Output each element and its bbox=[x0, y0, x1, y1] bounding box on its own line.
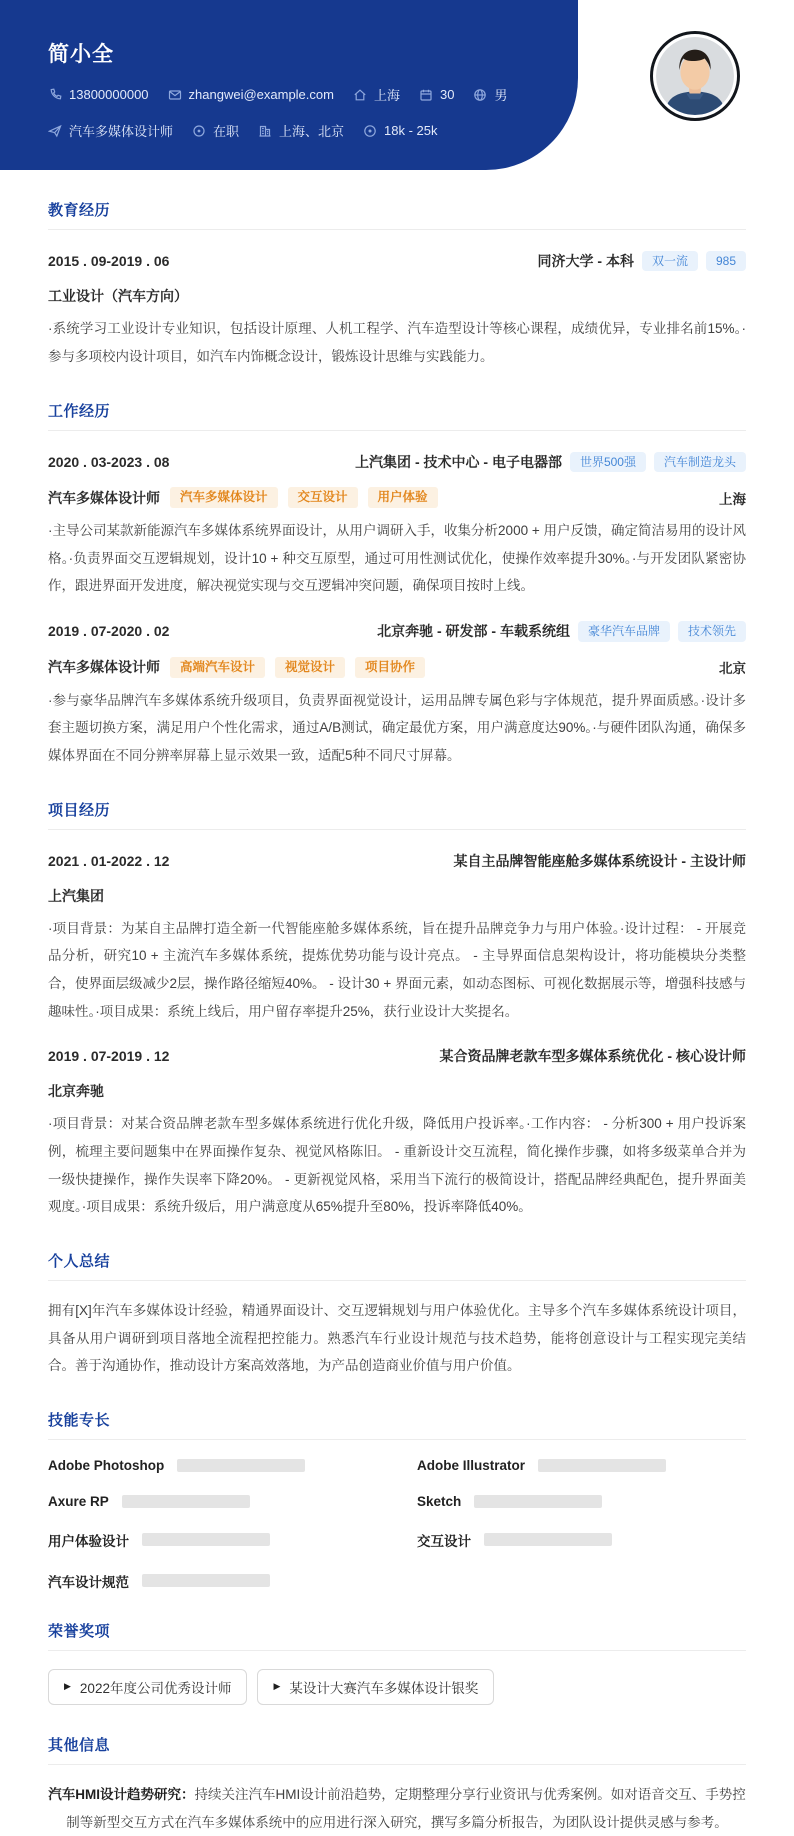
summary-text: 拥有[X]年汽车多媒体设计经验，精通界面设计、交互逻辑规划与用户体验优化。主导多个汽车多媒体系统设计项目，具备从用户调研到项目落地全流程把控能力。熟悉汽车行业设计规范与技术趋势，能将创意设计与工程实现完美结合。善于沟通协作，推动设计方案高效落地，为产品创造商业价值与用户价值。 bbox=[48, 1302, 746, 1374]
skill-bar bbox=[177, 1459, 305, 1472]
salary-item bbox=[363, 123, 437, 138]
age-item bbox=[419, 87, 454, 102]
avatar bbox=[650, 31, 740, 121]
work-company: 北京奔驰 - 研发部 - 车载系统组 bbox=[377, 623, 570, 640]
play-triangle-icon: ▶ bbox=[64, 1681, 71, 1692]
salary-value: 18k - 25k bbox=[384, 123, 438, 138]
other-info-text bbox=[48, 1781, 746, 1836]
email-value: zhangwei@example.com bbox=[188, 87, 334, 102]
education-entry-head bbox=[48, 251, 746, 271]
work-city: 北京 bbox=[719, 661, 746, 677]
section-title-honors: 荣誉奖项 bbox=[48, 1620, 746, 1651]
skill-label: Sketch bbox=[417, 1493, 462, 1509]
work-company-group bbox=[377, 621, 746, 641]
skill-bar bbox=[142, 1574, 270, 1587]
skill-item bbox=[417, 1530, 746, 1550]
project-date: 2021 . 01-2022 . 12 bbox=[48, 852, 170, 869]
work-entry-head bbox=[48, 452, 746, 472]
honor-button[interactable] bbox=[257, 1669, 494, 1705]
section-title-work: 工作经历 bbox=[48, 400, 746, 431]
project-date: 2019 . 07-2019 . 12 bbox=[48, 1048, 170, 1065]
project-description: ·项目背景：对某合资品牌老款车型多媒体系统进行优化升级，降低用户投诉率。·工作内容： - 分析300 + 用户投诉案例，梳理主要问题集中在界面操作复杂、视觉风格陈旧。 - 重新设计交互流程，简化操作步骤，如将多级菜单合并为一级快捷操作，操作失误率下降20%。 - 更新视觉风格，采用当下流行的极简设计，搭配品牌经典配色，提升界面美观度。·项目成果：系统升级后，用户满意度从65%提升至80%，投诉率降低40%。 bbox=[48, 1116, 746, 1215]
education-school: 同济大学 - 本科 bbox=[537, 253, 634, 270]
skill-item bbox=[417, 1458, 746, 1473]
education-school-group bbox=[538, 251, 747, 271]
play-triangle-icon: ▶ bbox=[273, 1681, 281, 1692]
work-entry-head bbox=[48, 621, 746, 641]
work-description: ·主导公司某款新能源汽车多媒体系统界面设计，从用户调研入手，收集分析2000 + 用户反馈，确定简洁易用的设计风格。·负责界面交互逻辑规划，设计10 + 种交互原型，通过可用性测试优化，使操作效率提升30%。·与开发团队紧密协作，跟进界面开发进度，解决视觉实现与交互逻辑冲突问题，确保项目按时上线。 bbox=[48, 523, 746, 594]
contact-row-2 bbox=[48, 121, 578, 140]
contact-row-1 bbox=[48, 85, 578, 104]
home-icon bbox=[353, 88, 367, 102]
work-company: 上汽集团 - 技术中心 - 电子电器部 bbox=[355, 453, 562, 470]
project-description: ·项目背景：为某自主品牌打造全新一代智能座舱多媒体系统，旨在提升品牌竞争力与用户体验。·设计过程： - 开展竞品分析，研究10 + 主流汽车多媒体系统，提炼优势功能与设计亮点。 - 主导界面信息架构设计，将功能模块分类整合，使界面层级减少2层，操作路径缩短40%。 - 设计30 + 界面元素，如动态图标、可视化数据展示等，增强科技感与趣味性。·项目成果：系统上线后，用户留存率提升25%，获行业设计大奖提名。 bbox=[48, 920, 746, 1019]
skill-bar bbox=[538, 1459, 666, 1472]
header bbox=[0, 0, 578, 170]
phone-item bbox=[48, 87, 149, 102]
project-name: 某合资品牌老款车型多媒体系统优化 - 核心设计师 bbox=[439, 1048, 746, 1065]
skill-bar bbox=[122, 1495, 250, 1508]
building-icon bbox=[258, 124, 272, 138]
honor-label: 某设计大赛汽车多媒体设计银奖 bbox=[289, 1680, 479, 1696]
work-company-badge: 汽车制造龙头 bbox=[654, 452, 746, 472]
work-company-badge: 豪华汽车品牌 bbox=[578, 621, 670, 641]
work-tag: 项目协作 bbox=[355, 657, 425, 678]
age-value: 30 bbox=[439, 87, 455, 102]
section-title-projects: 项目经历 bbox=[48, 799, 746, 830]
work-company-badge: 世界500强 bbox=[570, 452, 646, 472]
cities-value: 上海、北京 bbox=[279, 124, 345, 139]
skill-item bbox=[417, 1494, 746, 1509]
project-entry-head bbox=[48, 851, 746, 871]
age-icon bbox=[419, 88, 433, 102]
work-tag: 用户体验 bbox=[368, 487, 438, 508]
work-company-badge: 技术领先 bbox=[678, 621, 746, 641]
project-company: 上汽集团 bbox=[48, 887, 104, 904]
job-title-value: 汽车多媒体设计师 bbox=[69, 124, 174, 139]
section-title-skills: 技能专长 bbox=[48, 1409, 746, 1440]
work-description: ·参与豪华品牌汽车多媒体系统升级项目，负责界面视觉设计，运用品牌专属色彩与字体规范，提升界面质感。·设计多套主题切换方案，满足用户个性化需求，通过A/B测试，确定最优方案，用户满意度达90%。·与硬件团队沟通，确保多媒体界面在不同分辨率屏幕上显示效果一致，适配5种不同尺寸屏幕。 bbox=[48, 692, 746, 763]
project-name-group bbox=[454, 851, 746, 871]
project-company: 北京奔驰 bbox=[48, 1083, 104, 1100]
skill-bar bbox=[474, 1495, 602, 1508]
skill-label: Adobe Illustrator bbox=[417, 1457, 526, 1473]
candidate-name: 简小全 bbox=[48, 43, 114, 66]
education-description: ·系统学习工业设计专业知识，包括设计原理、人机工程学、汽车造型设计等核心课程，成绩优异，专业排名前15%。·参与多项校内设计项目，如汽车内饰概念设计，锻炼设计思维与实践能力。 bbox=[48, 321, 746, 365]
skill-label: Axure RP bbox=[48, 1493, 109, 1509]
education-badge: 双一流 bbox=[642, 251, 698, 271]
phone-icon bbox=[48, 88, 62, 102]
honor-button[interactable] bbox=[48, 1669, 247, 1705]
gender-icon bbox=[473, 88, 487, 102]
work-role-row bbox=[48, 487, 746, 508]
work-tag: 汽车多媒体设计 bbox=[170, 487, 278, 508]
work-role-row bbox=[48, 657, 746, 678]
status-icon bbox=[192, 124, 206, 138]
skill-item bbox=[48, 1571, 377, 1591]
skill-bar bbox=[142, 1533, 270, 1546]
work-role: 汽车多媒体设计师 bbox=[48, 489, 160, 506]
gender-value: 男 bbox=[494, 88, 508, 103]
education-badge: 985 bbox=[706, 251, 746, 271]
gender-item bbox=[473, 85, 507, 104]
location-value: 上海 bbox=[373, 88, 400, 103]
work-tag: 视觉设计 bbox=[275, 657, 345, 678]
job-title-item bbox=[48, 121, 173, 140]
education-date: 2015 . 09-2019 . 06 bbox=[48, 253, 170, 270]
skills-grid bbox=[48, 1458, 746, 1591]
skill-bar bbox=[484, 1533, 612, 1546]
work-company-group bbox=[355, 452, 746, 472]
work-tag: 高端汽车设计 bbox=[170, 657, 265, 678]
send-icon bbox=[48, 124, 62, 138]
skill-item bbox=[48, 1530, 377, 1550]
section-title-education: 教育经历 bbox=[48, 199, 746, 230]
email-item bbox=[168, 87, 334, 102]
mail-icon bbox=[168, 88, 182, 102]
work-city: 上海 bbox=[719, 491, 746, 507]
work-date: 2019 . 07-2020 . 02 bbox=[48, 623, 170, 640]
project-name: 某自主品牌智能座舱多媒体系统设计 - 主设计师 bbox=[453, 852, 746, 869]
skill-item bbox=[48, 1458, 377, 1473]
work-date: 2020 . 03-2023 . 08 bbox=[48, 453, 170, 470]
phone-value: 13800000000 bbox=[69, 87, 149, 102]
job-status-item bbox=[192, 121, 239, 140]
job-status-value: 在职 bbox=[213, 124, 240, 139]
skill-label: Adobe Photoshop bbox=[48, 1457, 165, 1473]
section-title-other: 其他信息 bbox=[48, 1734, 746, 1765]
project-name-group bbox=[440, 1046, 746, 1066]
work-tag: 交互设计 bbox=[288, 487, 358, 508]
skill-label: 用户体验设计 bbox=[48, 1533, 129, 1549]
work-role: 汽车多媒体设计师 bbox=[48, 659, 160, 676]
honors-row bbox=[48, 1669, 746, 1705]
section-title-summary: 个人总结 bbox=[48, 1250, 746, 1281]
other-info-value: 持续关注汽车HMI设计前沿趋势，定期整理分享行业资讯与优秀案例。如对语音交互、手势控制等新型交互方式在汽车多媒体系统中的应用进行深入研究，撰写多篇分析报告，为团队设计提供灵感与参考。 bbox=[66, 1786, 746, 1830]
salary-icon bbox=[363, 124, 377, 138]
skill-label: 汽车设计规范 bbox=[48, 1574, 129, 1590]
location-item bbox=[353, 85, 400, 104]
resume-content bbox=[0, 199, 794, 1836]
project-entry-head bbox=[48, 1046, 746, 1066]
cities-item bbox=[258, 121, 344, 140]
avatar-photo-illustration bbox=[656, 37, 734, 115]
skill-item bbox=[48, 1494, 377, 1509]
education-major: 工业设计（汽车方向） bbox=[48, 288, 188, 305]
honor-label: 2022年度公司优秀设计师 bbox=[79, 1680, 232, 1696]
skill-label: 交互设计 bbox=[417, 1533, 471, 1549]
other-info-label: 汽车HMI设计趋势研究： bbox=[48, 1786, 195, 1802]
